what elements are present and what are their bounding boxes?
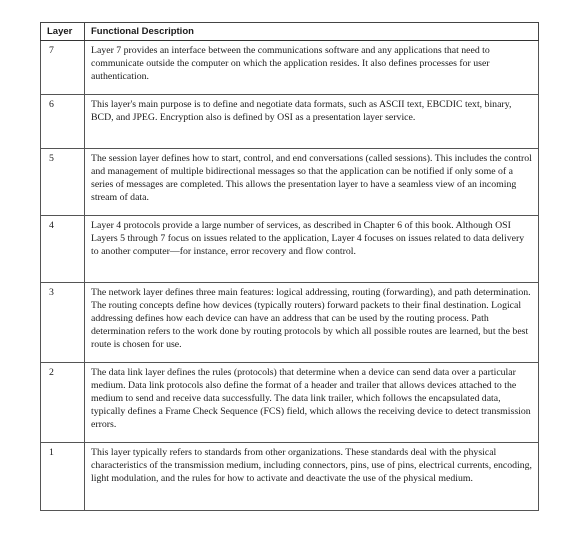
table-row — [41, 363, 539, 443]
layer-number-cell: 1 — [41, 443, 85, 511]
layer-number-cell: 4 — [41, 216, 85, 283]
layer-number-cell: 2 — [41, 363, 85, 443]
description-cell: The data link layer defines the rules (protocols) that determine when a device can send data over a particular medium. Data link protocols also define the format of a header and trailer that allows devices attached to the medium to send and receive data successfully. The data link trailer, which follows the encapsulated data, typically defines a Frame Check Sequence (FCS) field, which allows the receiving device to detect transmission errors. — [85, 363, 539, 443]
description-cell: This layer's main purpose is to define and negotiate data formats, such as ASCII text, EBCDIC text, binary, BCD, and JPEG. Encryption also is defined by OSI as a presentation layer service. — [85, 95, 539, 149]
table-row — [41, 41, 539, 95]
description-cell: Layer 4 protocols provide a large number of services, as described in Chapter 6 of this book. Although OSI Layers 5 through 7 focus on issues related to the application, Layer 4 focuses on issues related to data delivery to another computer—for instance, error recovery and flow control. — [85, 216, 539, 283]
description-cell: This layer typically refers to standards from other organizations. These standards deal with the physical characteristics of the transmission medium, including connectors, pins, use of pins, electrical currents, encoding, light modulation, and the rules for how to activate and deactivate the use of the physical medium. — [85, 443, 539, 511]
header-row — [41, 23, 539, 41]
layer-number-cell: 6 — [41, 95, 85, 149]
table-row — [41, 149, 539, 216]
table-row — [41, 216, 539, 283]
table-body — [41, 41, 539, 511]
description-column-header: Functional Description — [85, 23, 539, 41]
table-row — [41, 283, 539, 363]
table-row — [41, 443, 539, 511]
table-row — [41, 95, 539, 149]
description-cell: The session layer defines how to start, control, and end conversations (called sessions). This includes the control and management of multiple bidirectional messages so that the application can be notified if only some of a series of messages are completed. This allows the presentation layer to have a seamless view of an incoming stream of data. — [85, 149, 539, 216]
description-cell: The network layer defines three main features: logical addressing, routing (forwarding), and path determination. The routing concepts define how devices (typically routers) forward packets to their final destination. Logical addressing defines how each device can have an address that can be used by the routing process. Path determination refers to the work done by routing protocols by which all possible routes are learned, but the best route is chosen for use. — [85, 283, 539, 363]
table-header — [41, 23, 539, 41]
layer-number-cell: 5 — [41, 149, 85, 216]
layer-number-cell: 7 — [41, 41, 85, 95]
layer-number-cell: 3 — [41, 283, 85, 363]
description-cell: Layer 7 provides an interface between the communications software and any applications that need to communicate outside the computer on which the application resides. It also defines processes for user authentication. — [85, 41, 539, 95]
layer-column-header: Layer — [41, 23, 85, 41]
osi-layers-table — [40, 22, 539, 511]
